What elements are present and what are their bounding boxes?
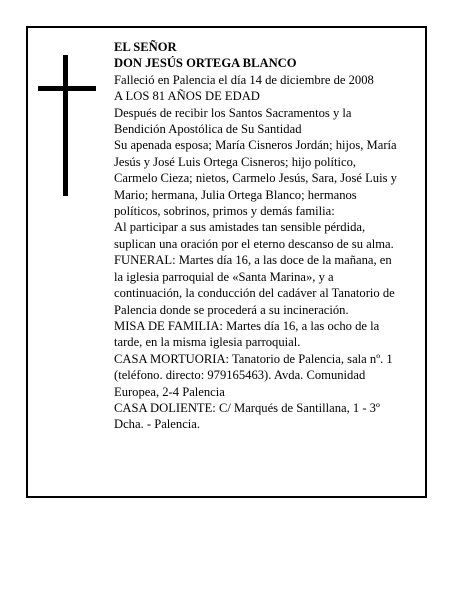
- notice-line: Europea, 2-4 Palencia: [114, 384, 225, 399]
- cross-horizontal-bar: [38, 86, 96, 91]
- notice-line: continuación, la conducción del cadáver al Tanatorio de: [114, 286, 395, 301]
- notice-line: Jesús y José Luis Ortega Cisneros; hijo político,: [114, 154, 357, 169]
- notice-line: CASA DOLIENTE: C/ Marqués de Santillana, 1 - 3º: [114, 400, 380, 415]
- notice-title-line1: EL SEÑOR: [114, 40, 177, 54]
- notice-title-line2: DON JESÚS ORTEGA BLANCO: [114, 56, 297, 71]
- notice-line: Carmelo Cieza; nietos, Carmelo Jesús, Sara, José Luis y: [114, 171, 397, 186]
- notice-line: MISA DE FAMILIA: Martes día 16, a las ocho de la: [114, 318, 380, 333]
- notice-line: Su apenada esposa; María Cisneros Jordán; hijos, María: [114, 138, 397, 153]
- notice-text: [114, 39, 420, 433]
- notice-line: Después de recibir los Santos Sacramentos y la: [114, 105, 352, 120]
- notice-line: Palencia donde se procederá a su incineración.: [114, 302, 349, 317]
- notice-line: políticos, sobrinos, primos y demás familia:: [114, 204, 335, 219]
- cross-vertical-bar: [63, 55, 68, 196]
- notice-line: Dcha. - Palencia.: [114, 417, 201, 432]
- notice-line: Mario; hermana, Julia Ortega Blanco; hermanos: [114, 187, 357, 202]
- notice-line: Bendición Apostólica de Su Santidad: [114, 122, 302, 137]
- notice-line: la iglesia parroquial de «Santa Marina», y a: [114, 269, 334, 284]
- notice-line: tarde, en la misma iglesia parroquial.: [114, 335, 301, 350]
- notice-line: A LOS 81 AÑOS DE EDAD: [114, 89, 260, 104]
- notice-line: CASA MORTUORIA: Tanatorio de Palencia, sala nº. 1: [114, 351, 393, 366]
- notice-line: Al participar a sus amistades tan sensible pérdida,: [114, 220, 366, 235]
- notice-line: FUNERAL: Martes día 16, a las doce de la mañana, en: [114, 253, 392, 268]
- notice-line: suplican una oración por el eterno descanso de su alma.: [114, 236, 394, 251]
- notice-line: Falleció en Palencia el día 14 de diciembre de 2008: [114, 72, 374, 87]
- cross-icon: [38, 55, 96, 196]
- notice-line: (teléfono. directo: 979165463). Avda. Comunidad: [114, 368, 366, 383]
